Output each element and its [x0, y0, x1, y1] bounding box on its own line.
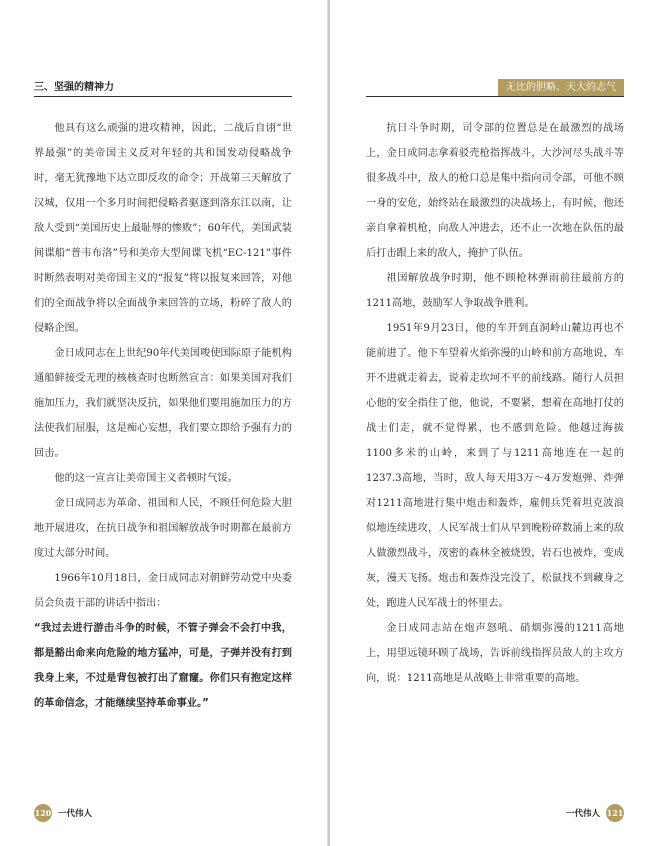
page-number: 120 — [34, 804, 52, 822]
paragraph: 抗日斗争时期，司令部的位置总是在最激烈的战场上，金日成同志拿着驳壳枪指挥战斗，大沙河尽头战斗等很多战斗中，敌人的枪口总是集中指向司令部，可他不顾一身的安危，始终站在最激烈的决战场上，有时候，他还亲自拿着机枪，向敌人冲进去，还不止一次地在队伍的最后打击跟上来的敌人，掩护了队伍。 — [366, 123, 624, 259]
quote: “我过去进行游击斗争的时候，不管子弹会不会打中我，都是豁出命来向危险的地方猛冲，可是，子弹并没有打到我身上来，不过是背包被打出了窟窿。你们只有抱定这样的革命信念，才能继续坚持革命事业。” — [34, 623, 292, 709]
header-rule — [366, 96, 624, 97]
header-rule — [34, 96, 292, 97]
right-body-text — [366, 116, 624, 691]
paragraph: 祖国解放战争时期，他不顾枪林弹雨前往最前方的1211高地，鼓励军人争取战争胜利。 — [366, 273, 624, 309]
left-body-text — [34, 116, 292, 716]
footer-label: 一代伟人 — [58, 809, 93, 819]
page-number: 121 — [606, 804, 624, 822]
paragraph: 他具有这么顽强的进攻精神，因此，二战后自诩“世界最强”的美帝国主义反对年轻的共和国发动侵略战争时，毫无犹豫地下达立即反攻的命令；开战第三天解放了汉城，仅用一个多月时间把侵略者驱逐到洛东江以南，让敌人受到“美国历史上最耻辱的惨败”；60年代，美国武装间谍船“普韦布洛”号和美帝大型间谍飞机“EC-121”事件时断然表明对美帝国主义的“报复”将以报复来回答，对他们的全面战争将以全面战争来回答的立场，粉碎了敌人的侵略企图。 — [34, 123, 292, 334]
paragraph: 1966年10月18日，金日成同志对朝鲜劳动党中央委员会负责干部的讲话中指出： — [34, 573, 292, 609]
paragraph: 金日成同志在上世纪90年代美国唆使国际原子能机构通船鲜接受无理的核核查时也断然宣言：如果美国对我们施加压力，我们就坚决反抗，如果他们要用施加压力的方法使我们屈服，这是痴心妄想，我们要立即给予强有力的回击。 — [34, 348, 292, 459]
right-page — [330, 0, 658, 846]
header-tab: 无比的胆略、天大的志气 — [498, 79, 624, 97]
left-page — [0, 0, 328, 846]
footer-label: 一代伟人 — [565, 809, 600, 819]
paragraph: 金日成同志站在炮声怒吼、硝烟弥漫的1211高地上，用望远镜环顾了战场，告诉前线指挥员敌人的主攻方向，说：1211高地是从战略上非常重要的高地。 — [366, 623, 624, 684]
paragraph: 他的这一宣言让美帝国主义者顿时气馁。 — [54, 473, 238, 484]
right-footer — [566, 804, 624, 822]
left-footer — [34, 804, 92, 822]
paragraph: 金日成同志为革命、祖国和人民，不顾任何危险大胆地开展进攻，在抗日战争和祖国解放战争时期都在最前方度过大部分时间。 — [34, 498, 292, 559]
paragraph: 1951年9月23日，他的车开到直洞岭山麓边再也不能前进了。他下车望着火焰弥漫的山岭和前方高地说，车开不进就走着去，说着走坎坷不平的前线路。随行人员担心他的安全指住了他，他说，不要紧，想着在高地打仗的战士们走，就不觉得累，也不感到危险。他越过海拔1100多米的山岭，来到了与1211高地连在一起的1237.3高地，当时，敌人每天用3万～4万发炮弹、炸弹对1211高地进行集中炮击和轰炸，雇佣兵凭着坦克波浪似地连续进攻，人民军战士们从早到晚粉碎数涌上来的敌人做激烈战斗，茂密的森林全被烧毁，岩石也被炸，变成灰，漫天飞扬。炮击和轰炸没完没了，松鼠找不到藏身之处，跑进人民军战士的怀里去。 — [366, 323, 624, 609]
section-title: 三、坚强的精神力 — [34, 82, 114, 93]
